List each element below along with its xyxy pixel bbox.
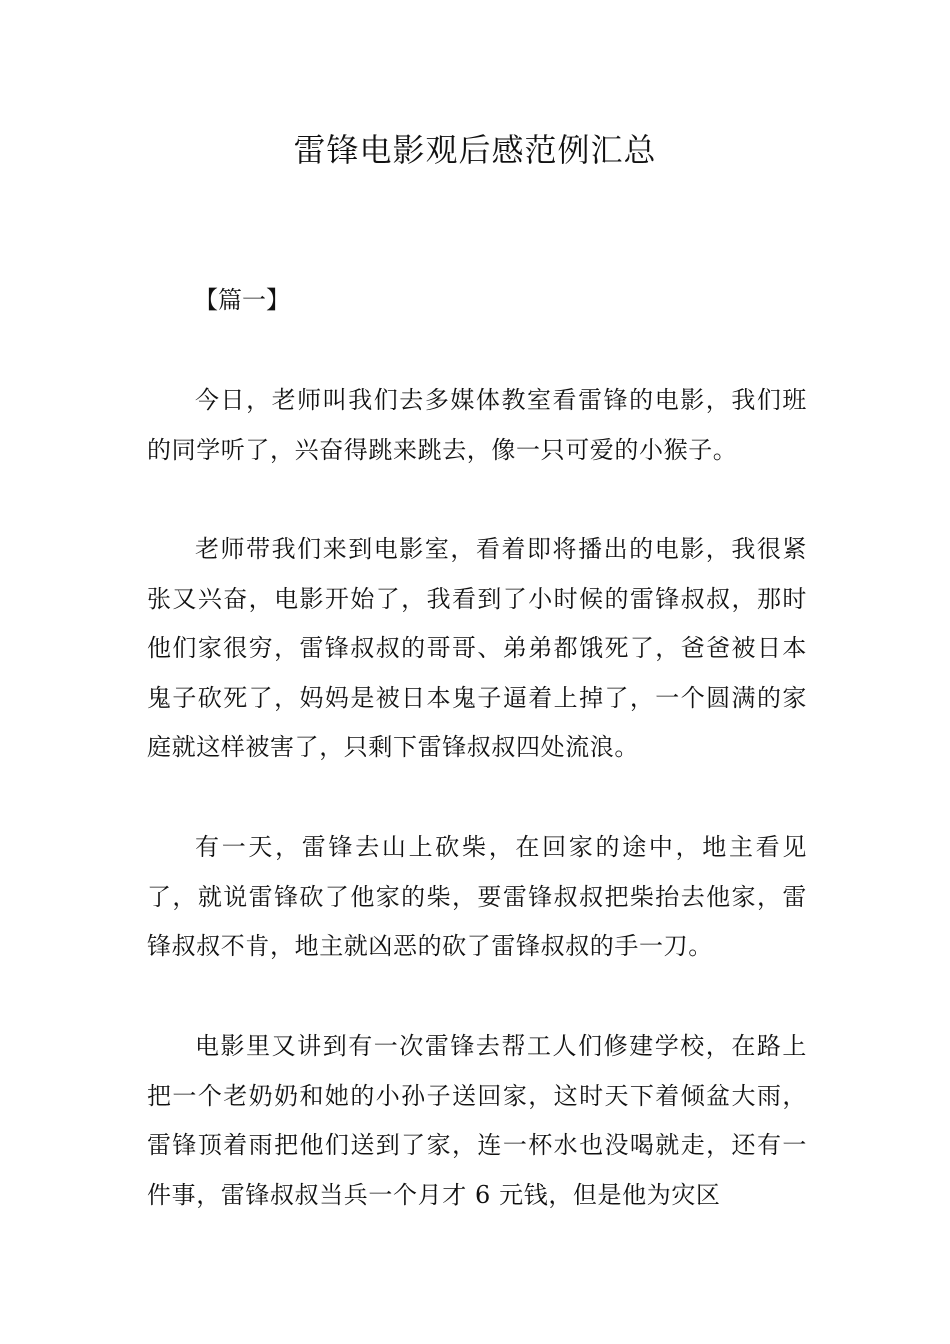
paragraph-2: 老师带我们来到电影室，看着即将播出的电影，我很紧张又兴奋，电影开始了，我看到了小时候的雷锋叔叔，那时他们家很穷，雷锋叔叔的哥哥、弟弟都饿死了，爸爸被日本鬼子砍死了，妈妈是被日本鬼子逼着上掉了，一个圆满的家庭就这样被害了，只剩下雷锋叔叔四处流浪。 — [147, 535, 807, 761]
document-title: 雷锋电影观后感范例汇总 — [293, 131, 657, 169]
paragraph-3: 有一天，雷锋去山上砍柴，在回家的途中，地主看见了，就说雷锋砍了他家的柴，要雷锋叔叔把柴抬去他家，雷锋叔叔不肯，地主就凶恶的砍了雷锋叔叔的手一刀。 — [147, 833, 807, 960]
paragraph-4: 电影里又讲到有一次雷锋去帮工人们修建学校，在路上把一个老奶奶和她的小孙子送回家，这时天下着倾盆大雨，雷锋顶着雨把他们送到了家，连一杯水也没喝就走，还有一件事，雷锋叔叔当兵一个月才 6 元钱，但是他为灾区 — [147, 1032, 807, 1209]
section-label: 【篇一】 — [194, 286, 290, 314]
paragraph-1: 今日，老师叫我们去多媒体教室看雷锋的电影，我们班的同学听了，兴奋得跳来跳去，像一只可爱的小猴子。 — [147, 386, 807, 464]
